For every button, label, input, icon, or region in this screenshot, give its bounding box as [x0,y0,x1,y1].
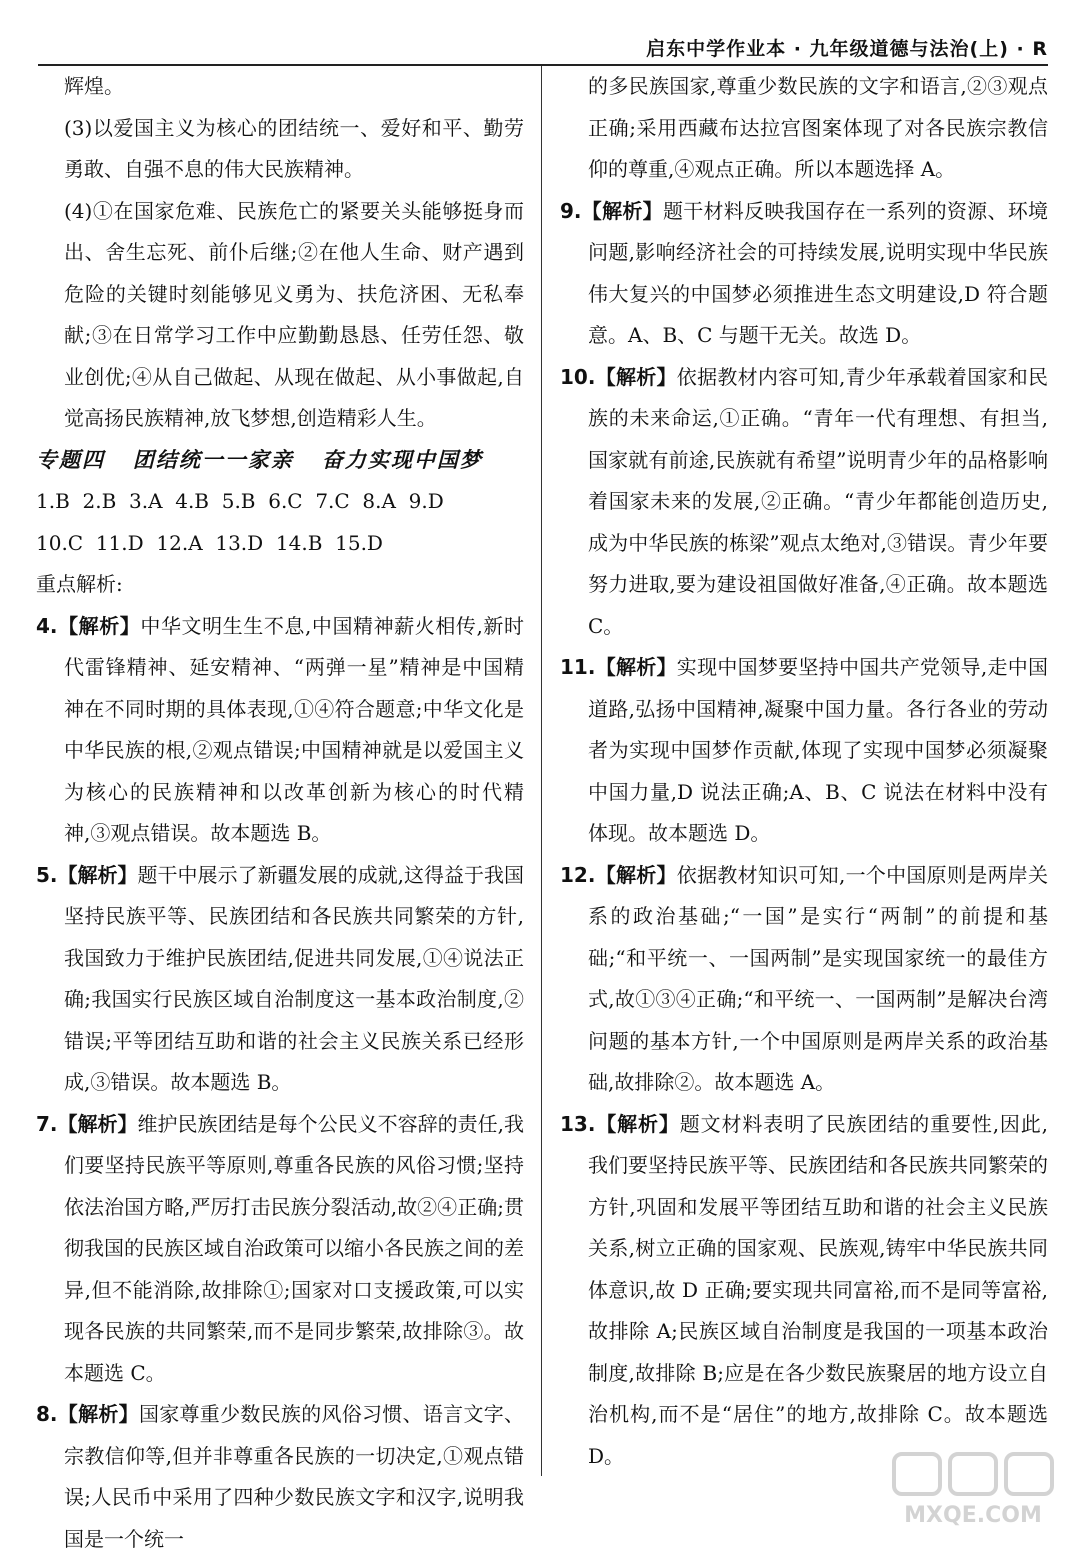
analysis-q7 [36,1104,524,1395]
question-number: 4. [36,613,58,638]
analysis-q5 [36,855,524,1104]
question-number: 11. [560,655,596,679]
continued-text: 的多民族国家,尊重少数民族的文字和语言,②③观点正确;采用西藏布达拉宫图案体现了对各民族宗教信仰的尊重,④观点正确。所以本题选择 A。 [588,74,1048,181]
analysis-q12 [560,855,1048,1104]
analysis-text: 中华文明生生不息,中国精神薪火相传,新时代雷锋精神、延安精神、“两弹一星”精神是中国精神在不同时期的具体表现,①④符合题意;中华文化是中华民族的根,②观点错误;中国精神就是以爱国主义为核心的民族精神和以改革创新为核心的时代精神,③观点错误。故本题选 B。 [64,613,525,845]
left-column [36,66,524,1560]
analysis-q11 [560,647,1048,855]
column-divider [541,66,542,1476]
analysis-q8 [36,1394,524,1560]
question-number: 10. [560,364,596,389]
answer-key-line-1: 1.B 2.B 3.A 4.B 5.B 6.C 7.C 8.A 9.D [36,489,444,513]
analysis-text: 依据教材内容可知,青少年承载着国家和民族的未来命运,①正确。“青年一代有理想、有担当,国家就有前途,民族就有希望”说明青少年的品格影响着国家未来的发展,②正确。“青少年都能创造历史,成为中华民族的栋梁”观点太绝对,③错误。青少年要努力进取,要为建设祖国做好准备,④正确。故本题选 C。 [588,364,1049,638]
answer-key-line-2: 10.C 11.D 12.A 13.D 14.B 15.D [36,530,383,555]
analysis-tag: 【解析】 [595,1111,680,1136]
analysis-text: 题文材料表明了民族团结的重要性,因此,我们要坚持民族平等、民族团结和各民族共同繁荣的方针,巩固和发展平等团结互助和谐的社会主义民族关系,树立正确的国家观、民族观,铸牢中华民族共同体意识,故 D 正确;要实现共同富裕,而不是同等富裕,故排除 A;民族区域自治制度是我国的一项基本政治制度,故排除 B;应是在各少数民族聚居的地方设立自治机构,而不是“居住”的地方,故排除 C。故本题选 D。 [588,1111,1049,1468]
analysis-text: 国家尊重少数民族的风俗习惯、语言文字、宗教信仰等,但并非尊重各民族的一切决定,①观点错误;人民币中采用了四种少数民族文字和汉字,说明我国是一个统一 [64,1402,525,1551]
analysis-tag: 【解析】 [581,198,663,223]
analysis-text: 题干材料反映我国存在一系列的资源、环境问题,影响经济社会的可持续发展,说明实现中华民族伟大复兴的中国梦必须推进生态文明建设,D 符合题意。A、B、C 与题干无关。故选 D。 [588,198,1049,347]
page-header [38,28,1048,66]
analysis-q13 [560,1104,1048,1478]
question-number: 12. [560,862,596,887]
analysis-text: 依据教材知识可知,一个中国原则是两岸关系的政治基础;“一国”是实行“两制”的前提和基础;“和平统一、一国两制”是实现国家统一的最佳方式,故①③④正确;“和平统一、一国两制”是解决台湾问题的基本方针,一个中国原则是两岸关系的政治基础,故排除②。故本题选 A。 [588,862,1049,1094]
analysis-tag: 【解析】 [595,655,677,679]
analysis-tag: 【解析】 [595,862,677,887]
analysis-q10 [560,357,1048,648]
question-number: 8. [36,1402,58,1426]
question-number: 5. [36,862,58,887]
answer-item-4: (4)①在国家危难、民族危亡的紧要关头能够挺身而出、舍生忘死、前仆后继;②在他人生命、财产遇到危险的关键时刻能够见义勇为、扶危济困、无私奉献;③在日常学习工作中应勤勤恳恳、任劳任怨、敬业创优;④从自己做起、从现在做起、从小事做起,自觉高扬民族精神,放飞梦想,创造精彩人生。 [64,198,524,430]
site-watermark [888,1450,1058,1530]
analysis-tag: 【解析】 [57,1402,139,1426]
question-number: 7. [36,1111,58,1136]
watermark-text: MXQE.COM [904,1503,1042,1528]
analysis-q9 [560,191,1048,357]
watermark-logo-icon [888,1450,1058,1530]
analysis-text: 题干中展示了新疆发展的成就,这得益于我国坚持民族平等、民族团结和各民族共同繁荣的方针,我国致力于维护民族团结,促进共同发展,①④说法正确;我国实行民族区域自治制度这一基本政治制度,②错误;平等团结互助和谐的社会主义民族关系已经形成,③错误。故本题选 B。 [64,862,525,1094]
continued-text: 辉煌。 [64,74,124,98]
right-column [560,66,1048,1477]
analysis-tag: 【解析】 [57,862,138,887]
question-number: 13. [560,1111,596,1136]
answer-item-3: (3)以爱国主义为核心的团结统一、爱好和平、勤劳勇敢、自强不息的伟大民族精神。 [64,115,524,181]
question-number: 9. [560,198,582,223]
analysis-q4 [36,606,524,855]
section-title: 专题四 团结统一一家亲 奋力实现中国梦 [36,447,483,472]
header-title: 启东中学作业本 · 九年级道德与法治(上) · R [646,38,1048,60]
analysis-tag: 【解析】 [595,364,677,389]
analysis-tag: 【解析】 [57,1111,138,1136]
analysis-text: 实现中国梦要坚持中国共产党领导,走中国道路,弘扬中国精神,凝聚中国力量。各行各业的劳动者为实现中国梦作贡献,体现了实现中国梦必须凝聚中国力量,D 说法正确;A、B、C 说法在材料中没有体现。故本题选 D。 [588,655,1049,845]
key-analysis-label: 重点解析: [36,572,123,596]
analysis-tag: 【解析】 [57,613,141,638]
analysis-text: 维护民族团结是每个公民义不容辞的责任,我们要坚持民族平等原则,尊重各民族的风俗习惯;坚持依法治国方略,严厉打击民族分裂活动,故②④正确;贯彻我国的民族区域自治政策可以缩小各民族之间的差异,但不能消除,故排除①;国家对口支援政策,可以实现各民族的共同繁荣,而不是同步繁荣,故排除③。故本题选 C。 [64,1111,525,1385]
